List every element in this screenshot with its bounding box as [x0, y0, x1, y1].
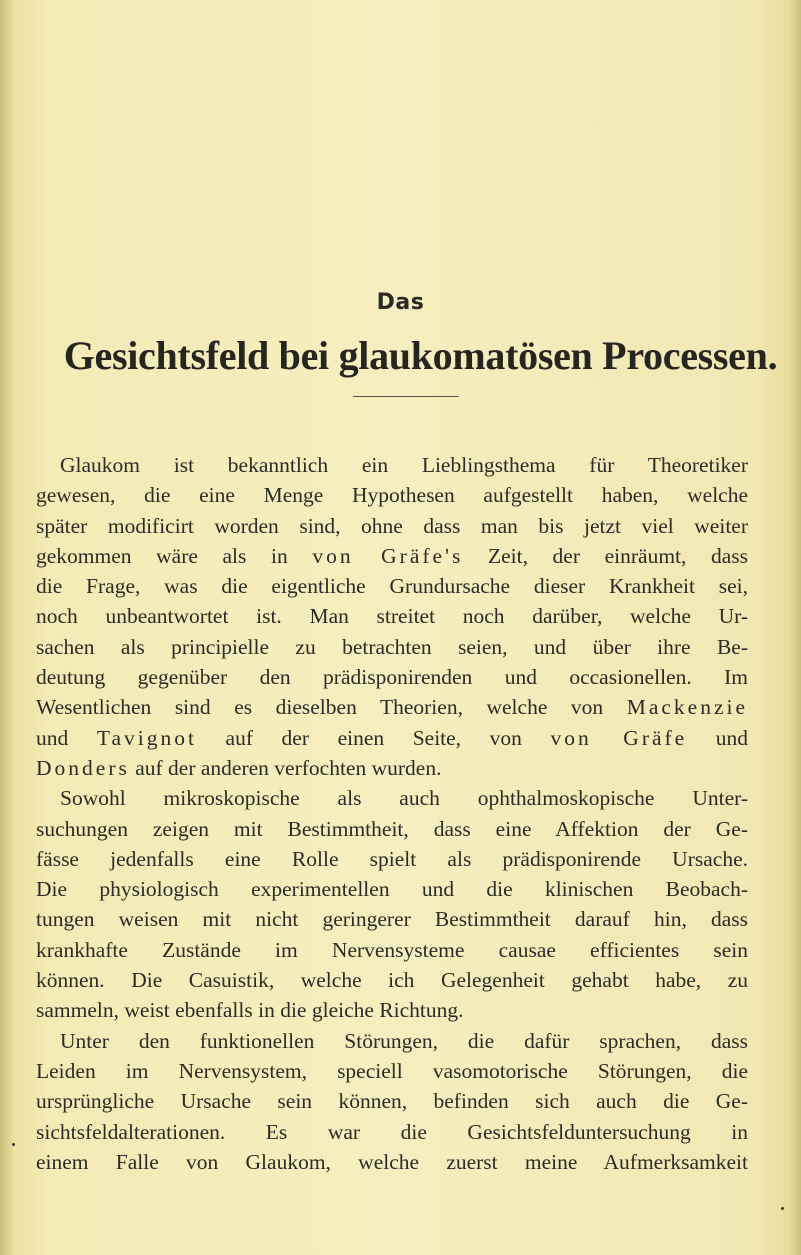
text-line: noch unbeantwortet ist. Man streitet noch darüber, welche Ur-: [36, 604, 748, 629]
text-line: krankhafte Zustände im Nervensysteme causae efficientes sein: [36, 937, 748, 962]
text-line: ursprüngliche Ursache sein können, befinden sich auch die Ge-: [36, 1089, 748, 1114]
text-line: die Frage, was die eigentliche Grundursache dieser Krankheit sei,: [36, 574, 748, 599]
text-line: [36, 541, 748, 571]
spaced-name-mackenzie: Mackenzie: [626, 695, 749, 720]
text-line: gewesen, die eine Menge Hypothesen aufgestellt haben, welche: [36, 483, 748, 508]
text-line: Unter den funktionellen Störungen, die dafür sprachen, dass: [60, 1028, 748, 1053]
text-segment: auf der einen Seite, von: [225, 725, 522, 750]
paper-speck: [781, 1207, 784, 1210]
text-segment: Zeit, der einräumt, dass: [487, 543, 749, 568]
text-line: einem Falle von Glaukom, welche zuerst meine Aufmerksamkeit: [36, 1149, 748, 1174]
text-segment: und: [36, 725, 69, 750]
text-line: [36, 753, 748, 783]
text-line: sachen als principielle zu betrachten seien, und über ihre Be-: [36, 634, 748, 659]
text-line: später modificirt worden sind, ohne dass man bis jetzt viel weiter: [36, 513, 748, 538]
text-line: sammeln, weist ebenfalls in die gleiche Richtung.: [36, 998, 464, 1023]
spaced-name-graefe: von Gräfe's: [312, 543, 464, 568]
page-edge-shadow-right: [789, 0, 801, 1255]
paper-speck: [12, 1143, 15, 1146]
text-line: tungen weisen mit nicht geringerer Bestimmtheit darauf hin, dass: [36, 907, 748, 932]
text-line: Glaukom ist bekanntlich ein Lieblingsthema für Theoretiker: [60, 453, 748, 477]
page-title: Gesichtsfeld bei glaukomatösen Processen.: [63, 333, 778, 378]
text-segment: auf der anderen verfochten wurden.: [135, 755, 442, 780]
text-segment: und: [715, 725, 749, 750]
text-line: fässe jedenfalls eine Rolle spielt als prädisponirende Ursache.: [36, 846, 748, 871]
spaced-name-tavignot: Tavignot: [96, 725, 197, 750]
text-line: suchungen zeigen mit Bestimmtheit, dass eine Affektion der Ge-: [36, 816, 748, 841]
text-line: sichtsfeldalterationen. Es war die Gesichtsfelduntersuchung in: [36, 1119, 748, 1144]
text-line: Die physiologisch experimentellen und die klinischen Beobach-: [36, 877, 748, 902]
text-segment: gekommen wäre als in: [36, 543, 288, 568]
text-line: [36, 692, 748, 722]
body-text: [36, 450, 748, 1177]
text-line: deutung gegenüber den prädisponirenden und occasionellen. Im: [36, 665, 748, 690]
text-line: Leiden im Nervensystem, speciell vasomotorische Störungen, die: [36, 1058, 748, 1083]
pre-title: Das: [376, 290, 425, 315]
text-line: Sowohl mikroskopische als auch ophthalmoskopische Unter-: [60, 786, 748, 811]
text-line: [36, 723, 748, 753]
spaced-name-donders: Donders: [36, 755, 130, 780]
text-line: können. Die Casuistik, welche ich Gelegenheit gehabt habe, zu: [36, 968, 748, 993]
page-edge-shadow-left: [0, 0, 14, 1255]
text-segment: Wesentlichen sind es dieselben Theorien, welche von: [36, 695, 604, 720]
spaced-name-von-graefe: von Gräfe: [550, 725, 688, 750]
title-divider: [353, 396, 459, 397]
